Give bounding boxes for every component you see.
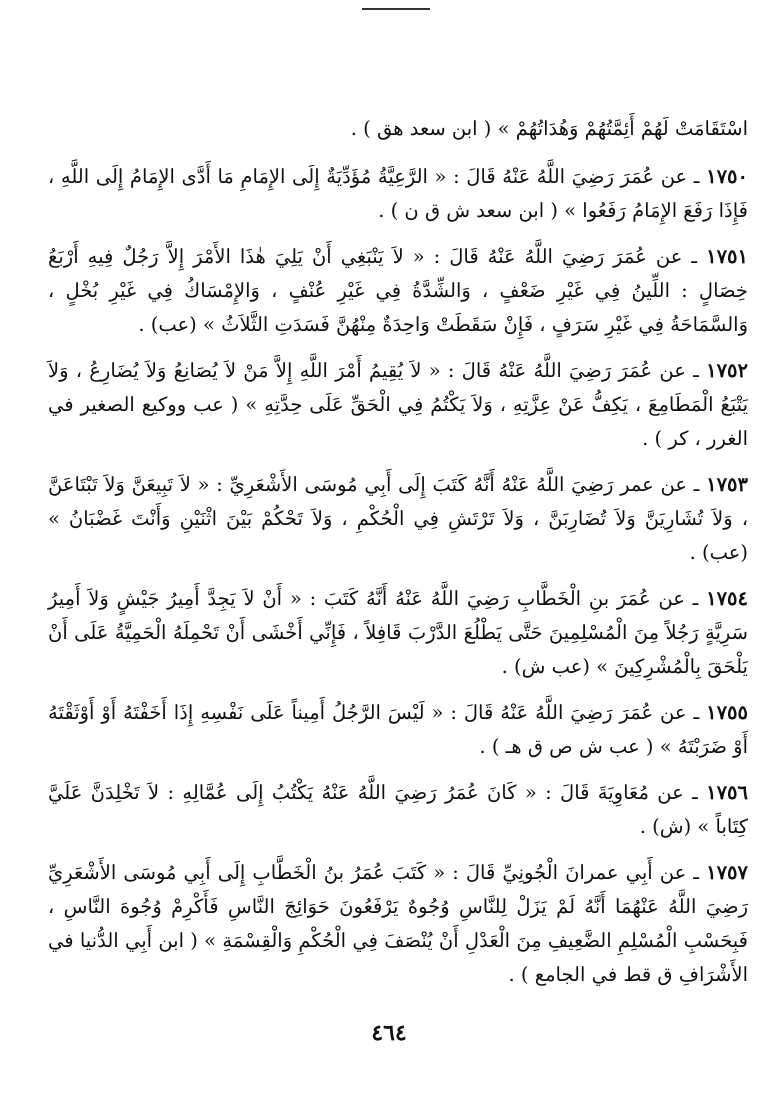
hadith-entry-1757: [48, 856, 748, 992]
entry-text: ـ عن عُمَرَ رَضِيَ اللَّهُ عَنْهُ قَالَ : « لَيْسَ الرَّجُلُ أَمِيناً عَلَى نَفْسِهِ إِذَا أَخَفْتَهُ أَوْ أَوْثَقْتَهُ أَوْ ضَرَبْتَهُ » ( عب ش ص ق هـ ) .: [48, 701, 748, 758]
entry-number: ١٧٥٢: [706, 359, 748, 382]
entry-text: ـ عن عُمَرَ رَضِيَ اللَّهُ عَنْهُ قَالَ : « لاَ يُقِيمُ أَمْرَ اللَّهِ إِلاَّ مَنْ لاَ يُصَانِعُ وَلاَ يُضَارِعُ ، وَلاَ يَتْبَعُ الْمَطَامِعَ ، يَكِفُّ عَنْ عِزَّتِهِ ، وَلاَ يَكْتُمُ فِي الْحَقِّ عَلَى حِدَّتِهِ » ( عب ووكيع الصغير في الغرر ، كر ) .: [48, 359, 748, 450]
entry-text: اسْتَقَامَتْ لَهُمْ أَئِمَّتُهُمْ وَهُدَاتُهُمْ » ( ابن سعد هق ) .: [350, 117, 748, 140]
entry-continuation: [48, 112, 748, 146]
entry-number: ١٧٥٥: [706, 701, 748, 724]
entry-text: ـ عن عُمَرَ بنِ الْخَطَّابِ رَضِيَ اللَّهُ عَنْهُ أَنَّهُ كَتَبَ : « أَنْ لاَ يَجِدَّ أَمِيرُ جَيْشٍ وَلاَ أَمِيرُ سَرِيَّةٍ رَجُلاً مِنَ الْمُسْلِمِينَ حَتَّى يَطْلُعَ الدَّرْبَ قَافِلاً ، فَإِنِّي أَخْشَى أَنْ تَحْمِلَهُ الْحَمِيَّةُ عَلَى أَنْ يَلْحَقَ بِالْمُشْرِكِينَ » (عب ش) .: [48, 587, 748, 678]
entry-number: ١٧٥١: [706, 245, 748, 268]
hadith-entry-1750: [48, 160, 748, 228]
entry-text: ـ عن أَبِي عمرانَ الْجُونِيِّ قَالَ : « كَتَبَ عُمَرُ بنُ الْخَطَّابِ إِلَى أَبِي مُوسَى الأَشْعَرِيِّ رَضِيَ اللَّهُ عَنْهُمَا أَنَّهُ لَمْ يَزَلْ لِلنَّاسِ وُجُوهٌ يَرْفَعُونَ حَوَائِجَ النَّاسِ فَأَكْرِمْ وُجُوهَ النَّاسِ ، فَبِحَسْبِ الْمُسْلِمِ الضَّعِيفِ مِنَ الْعَدْلِ أَنْ يُنْصَفَ فِي الْحُكْمِ وَالْقِسْمَةِ » ( ابن أَبِي الدُّنيا في الأَشْرَافِ ق قط في الجامع ) .: [48, 861, 748, 986]
entry-text: ـ عن عمر رَضِيَ اللَّهُ عَنْهُ أَنَّهُ كَتَبَ إِلَى أَبِي مُوسَى الأَشْعَرِيِّ : « لاَ تَبِيعَنَّ وَلاَ تَبْتَاعَنَّ ، وَلاَ تُشَارِيَنَّ وَلاَ تُضَارِبَنَّ ، وَلاَ تَرْتَشِ فِي الْحُكْمِ ، وَلاَ تَحْكُمْ بَيْنَ اثْنَيْنِ وَأَنْتَ غَضْبَانُ » (عب) .: [48, 473, 748, 564]
hadith-entry-1752: [48, 354, 748, 456]
hadith-entry-1753: [48, 468, 748, 570]
top-rule-divider: [362, 8, 430, 10]
hadith-entry-1755: [48, 696, 748, 764]
entry-number: ١٧٥٣: [706, 473, 749, 496]
hadith-entry-1754: [48, 582, 748, 684]
entry-text: ـ عن مُعَاوِيَةَ قَالَ : « كَانَ عُمَرُ رَضِيَ اللَّهُ عَنْهُ يَكْتُبُ إِلَى عُمَّالِهِ : لاَ تَخْلِدَنَّ عَلَيَّ كِتَاباً » (ش) .: [48, 781, 748, 838]
hadith-entry-1751: [48, 240, 748, 342]
entry-number: ١٧٥٤: [706, 587, 748, 610]
entry-number: ١٧٥٦: [706, 781, 749, 804]
entry-number: ١٧٥٠: [706, 165, 748, 188]
entry-number: ١٧٥٧: [706, 861, 748, 884]
page-body: [48, 112, 748, 1004]
entry-text: ـ عن عُمَرَ رَضِيَ اللَّهُ عَنْهُ قَالَ : « لاَ يَنْبَغِي أَنْ يَلِيَ هٰذَا الأَمْرَ إِلاَّ رَجُلٌ فِيهِ أَرْبَعُ خِصَالٍ : اللِّينُ فِي غَيْرِ ضَعْفٍ ، وَالشِّدَّةُ فِي غَيْرِ عُنْفٍ ، وَالإِمْسَاكُ فِي غَيْرِ بُخْلٍ ، وَالسَّمَاحَةُ فِي غَيْرِ سَرَفٍ ، فَإِنْ سَقَطَتْ وَاحِدَةٌ مِنْهُنَّ فَسَدَتِ الثَّلاَثُ » (عب) .: [48, 245, 748, 336]
entry-text: ـ عن عُمَرَ رَضِيَ اللَّهُ عَنْهُ قَالَ : « الرَّعِيَّةُ مُؤَدِّيَةٌ إِلَى الإِمَامِ مَا أَدَّى الإِمَامُ إِلَى اللَّهِ ، فَإِذَا رَفَعَ الإِمَامُ رَفَعُوا » ( ابن سعد ش ق ن ) .: [48, 165, 748, 222]
page-number: ٤٦٤: [371, 1020, 407, 1046]
hadith-entry-1756: [48, 776, 748, 844]
